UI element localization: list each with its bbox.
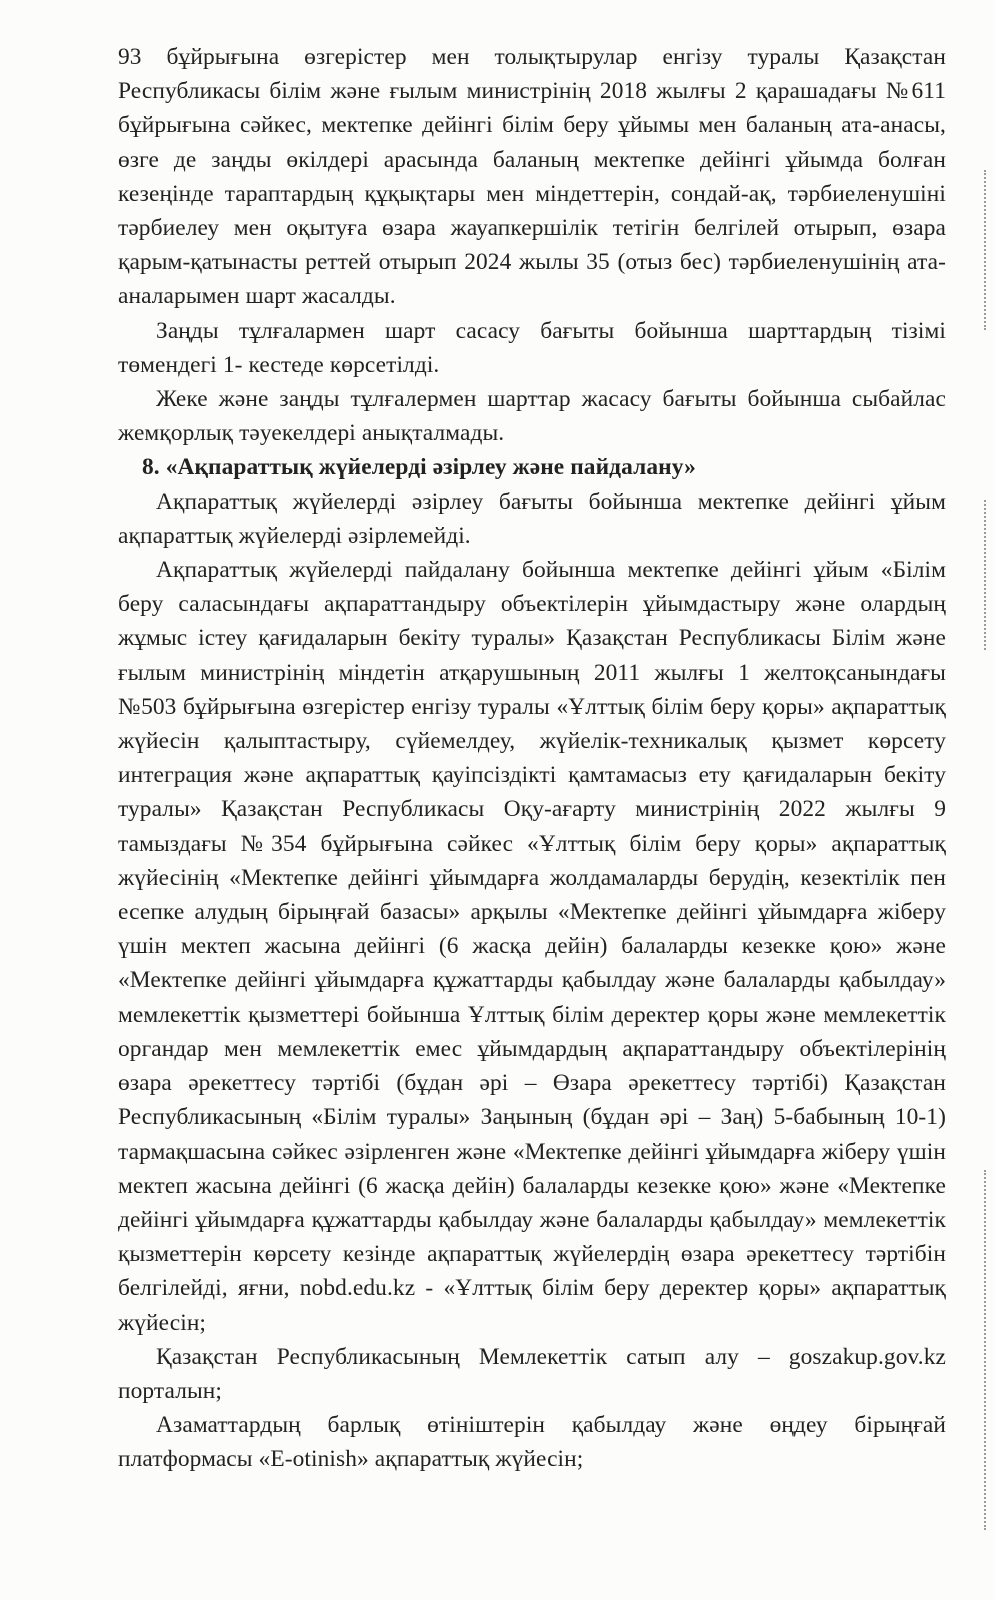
scan-edge-marks-bottom (980, 1170, 986, 1530)
scan-edge-marks-top (980, 170, 986, 330)
document-body (118, 40, 946, 1477)
paragraph-corruption-risks-not-found: Жеке және заңды тұлғалермен шарттар жасасу бағыты бойынша сыбайлас жемқорлық тәуекелдері анықталмады. (118, 386, 946, 447)
scan-edge-marks-middle (980, 500, 986, 650)
section-heading-information-systems: 8. «Ақпараттық жүйелерді әзірлеу және пайдалану» (142, 454, 696, 481)
paragraph-goszakup-portal: Қазақстан Республикасының Мемлекеттік сатып алу – goszakup.gov.kz порталын; (118, 1343, 946, 1404)
paragraph-legal-entities-contracts: Заңды тұлғалармен шарт сасасу бағыты бойынша шарттардың тізімі төмендегі 1- кестеде көрсетілді. (118, 317, 946, 378)
paragraph-e-otinish-system: Азаматтардың барлық өтініштерін қабылдау және өңдеу бірыңғай платформасы «E-otinish» ақпараттық жүйесін; (118, 1412, 946, 1473)
paragraph-systems-development: Ақпараттық жүйелерді әзірлеу бағыты бойынша мектепке дейінгі ұйым ақпараттық жүйелерді әзірлемейді. (118, 488, 946, 549)
paragraph-systems-usage: Ақпараттық жүйелерді пайдалану бойынша мектепке дейінгі ұйым «Білім беру саласындағы ақпараттандыру объектілерін ұйымдастыру және олардың жұмыс істеу қағидаларын бекіту туралы» Қазақстан Республикасы Білім және ғылым министрінің міндетін атқарушының 2011 жылғы 1 желтоқсанындағы №503 бұйрығына өзгерістер енгізу туралы «Ұлттық білім беру қоры» ақпараттық жүйесін қалыптастыру, сүйемелдеу, жүйелік-техникалық қызмет көрсету интеграция және ақпараттық қауіпсіздікті қамтамасыз ету қағидаларын бекіту туралы» Қазақстан Республикасы Оқу-ағарту министрінің 2022 жылғы 9 тамыздағы №354 бұйрығына сәйкес «Ұлттық білім беру қоры» ақпараттық жүйесінің «Мектепке дейінгі ұйымдарға жолдамаларды берудің, кезектілік пен есепке алудың бірыңғай базасы» арқылы «Мектепке дейінгі ұйымдарға жіберу үшін мектеп жасына дейінгі (6 жасқа дейін) балаларды кезекке қою» және «Мектепке дейінгі ұйымдарға құжаттарды қабылдау және балаларды қабылдау» мемлекеттік қызметтері бойынша Ұлттық білім деректер қоры және мемлекеттік органдар мен мемлекеттік емес ұйымдардың ақпараттандыру объектілерінің өзара әрекеттесу тәртібі (бұдан әрі – Өзара әрекеттесу тәртібі) Қазақстан Республикасының «Білім туралы» Заңының (бұдан әрі – Заң) 5-бабының 10-1) тармақшасына сәйкес әзірленген және «Мектепке дейінгі ұйымдарға жіберу үшін мектеп жасына дейінгі (6 жасқа дейін) балаларды кезекке қою» және «Мектепке дейінгі ұйымдарға құжаттарды қабылдау және балаларды қабылдау» мемлекеттік қызметтерін көрсету кезінде ақпараттық жүйелердің өзара әрекеттесу тәртібін белгілейді, яғни, nobd.edu.kz - «Ұлттық білім беру деректер қоры» ақпараттық жүйесін; (118, 557, 946, 1336)
paragraph-contract-continuation: 93 бұйрығына өзгерістер мен толықтырулар енгізу туралы Қазақстан Республикасы білім және ғылым министрінің 2018 жылғы 2 қарашадағы №611 бұйрығына сәйкес, мектепке дейінгі білім беру ұйымы мен баланың ата-анасы, өзге де заңды өкілдері арасында баланың мектепке дейінгі ұйымда болған кезеңінде тараптардың құқықтары мен міндеттерін, сондай-ақ, тәрбиеленушіні тәрбиелеу мен оқытуға өзара жауапкершілік тетігін белгілей отырып, өзара қарым-қатынасты реттей отырып 2024 жылы 35 (отыз бес) тәрбиеленушінің ата-аналарымен шарт жасалды. (118, 44, 946, 310)
